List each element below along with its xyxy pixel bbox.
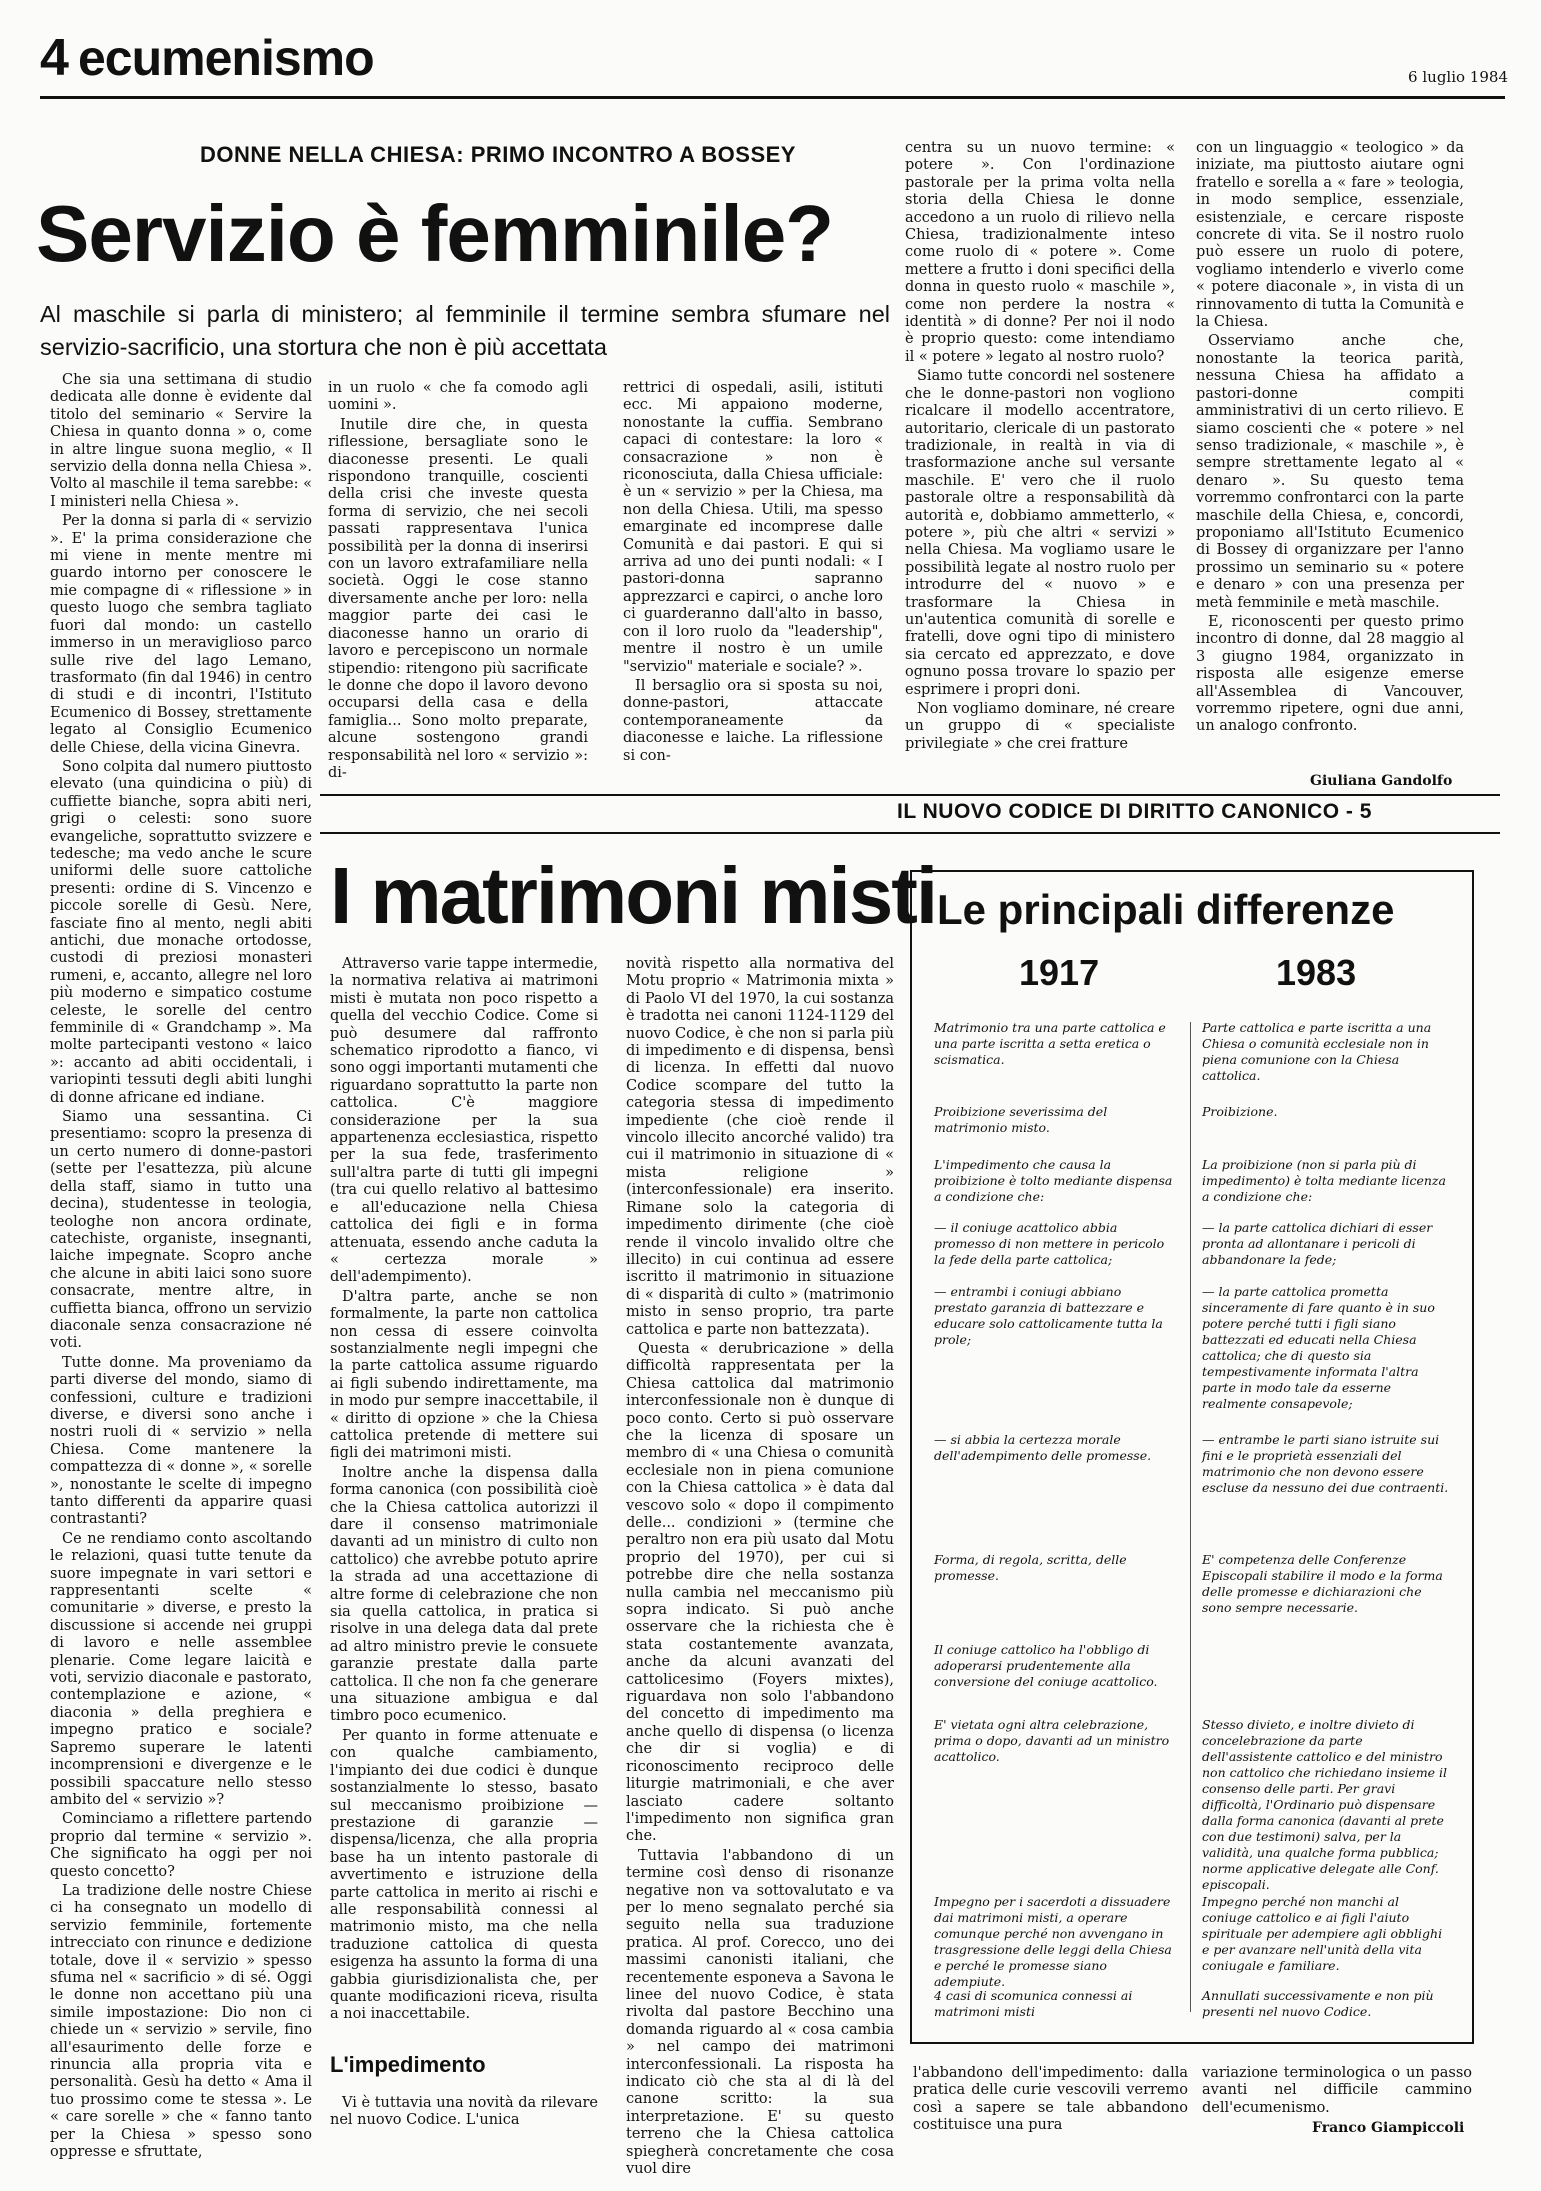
box-left-cell: Forma, di regola, scritta, delle promesse.: [934, 1552, 1127, 1583]
box-left-cell: Proibizione severissima del matrimonio misto.: [934, 1104, 1108, 1135]
paragraph: Siamo una sessantina. Ci presentiamo: scopro la presenza di un certo numero di donne-pastori (sette per l'esattezza, più alcune della staff, siamo in tutto una decina), studentesse in teologia, teologhe non ancora ordinate, catechiste, organiste, insegnanti, laiche impegnate. Scopro anche che alcune in abiti laici sono suore consacrate, mentre altre, in cuffietta bianca, offrono un servizio diaconale senza consacrazione né voti.: [50, 1109, 312, 1352]
paragraph: Osserviamo anche che, nonostante la teorica parità, nessuna Chiesa ha affidato a pastori-donne compiti amministrativi di un certo rilievo. E siamo coscienti che « potere » nel senso tradizionale, « maschile », è sempre strettamente legato al « denaro ». Su questo tema vorremmo confrontarci con la parte maschile della Chiesa, e, concordi, proponiamo all'Istituto Ecumenico di Bossey di organizzare per l'anno prossimo un seminario su « potere e denaro » con una presenza per metà femminile e metà maschile.: [1196, 333, 1464, 611]
year-1983: 1983: [1276, 952, 1357, 993]
box-title: Le principali differenze: [937, 886, 1395, 933]
article1-column-4: [905, 140, 1175, 755]
article2-column-2: [626, 956, 894, 2180]
page-number: 4: [40, 29, 69, 87]
box-right-cell: La proibizione (non si parla più di impedimento) è tolta mediante licenza a condizione che:: [1202, 1157, 1446, 1204]
paragraph: Siamo tutte concordi nel sostenere che le donne-pastori non vogliono ricalcare il modello accentratore, autoritario, clericale di un pastorato tradizionale, in realtà in via di trasformazione anche sul versante maschile. E' vero che il ruolo pastorale oltre a responsabilità dà autorità e, dobbiamo ammetterlo, « potere », più che altri « servizi » nella Chiesa. Ma vogliamo usare le possibilità legate al nostro ruolo per introdurre del « nuovo » e trasformare la Chiesa in un'autentica comunità di sorelle e fratelli, dove ogni tipo di ministero sia cercato ed apprezzato, e dove ognuno possa trovare lo spazio per esprimere i propri doni.: [905, 368, 1175, 698]
paragraph: Per quanto in forme attenuate e con qualche cambiamento, l'impianto dei due codici è dunque sostanzialmente lo stesso, basato sul meccanismo proibizione — prestazione di garanzie — dispensa/licenza, che alla propria base ha un intento pastorale di avvertimento e istruzione della parte cattolica in merito ai rischi e alle responsabilità connessi al matrimonio misto, ma che nella traduzione cattolica di questa esigenza ha assunto la forma di una gabbia giurisdizionalista che, per quante modificazioni riceva, risulta a noi inaccettabile.: [330, 1727, 598, 2023]
box-right-cell: Proibizione.: [1202, 1104, 1278, 1119]
box-right-cell: — la parte cattolica prometta sinceramente di fare quanto è in suo potere perché tutti i figli siano battezzati ed educati nella Chiesa cattolica; che di questo sia tempestivamente informata l'altra parte in modo tale da esserne realmente consapevole;: [1202, 1284, 1435, 1411]
box-left-cell: Il coniuge cattolico ha l'obbligo di adoperarsi prudentemente alla conversione del coniuge acattolico.: [934, 1642, 1158, 1689]
paragraph: Tutte donne. Ma proveniamo da parti diverse del mondo, siamo di confessioni, culture e tradizioni diverse, e diversi sono anche i nostri ruoli di « servizio » nella Chiesa. Come mantenere la compattezza di « donne », « sorelle », nonostante le scelte di impegno tanto differenti da apparire quasi contrastanti?: [50, 1354, 312, 1528]
box-column-divider: [1190, 1022, 1191, 2012]
paragraph: Che sia una settimana di studio dedicata alle donne è evidente dal titolo del seminario « Servire la Chiesa in quanto donna » o, come in altre lingue suona meglio, « Il servizio della donna nella Chiesa ». Volto al maschile il tema sarebbe: « I ministeri nella Chiesa ».: [50, 372, 312, 510]
box-right-cell: Annullati successivamente e non più presenti nel nuovo Codice.: [1202, 1988, 1434, 2019]
year-1917: 1917: [1019, 952, 1100, 993]
article-kicker: DONNE NELLA CHIESA: PRIMO INCONTRO A BOSSEY: [200, 142, 796, 167]
article2-author: Franco Giampiccoli: [1312, 2120, 1465, 2136]
article2-column-1: [330, 956, 598, 2026]
section-divider: [320, 794, 1500, 796]
box-right-cell: E' competenza delle Conferenze Episcopali stabilire il modo e la forma delle promesse e dichiarazioni che sono sempre necessarie.: [1202, 1552, 1443, 1615]
section-title: ecumenismo: [78, 30, 374, 86]
article2-column-3-end: [913, 2065, 1188, 2137]
box-left-cell: — entrambi i coniugi abbiano prestato garanzia di battezzare e educare solo cattolicamente tutta la prole;: [934, 1284, 1163, 1347]
paragraph: E, riconoscenti per questo primo incontro di donne, dal 28 maggio al 3 giugno 1984, organizzato in risposta alle esigenze emerse all'Assemblea di Vancouver, vorremmo ripetere, ogni due anni, un analogo confronto.: [1196, 613, 1464, 735]
paragraph: rettrici di ospedali, asili, istituti ecc. Mi appaiono moderne, nonostante la cuffia. Sembrano capaci di contestare: la loro « consacrazione » non è riconosciuta, dalla Chiesa ufficiale: è un « servizio » per la Chiesa, ma non della Chiesa. Utili, ma spesso emarginate ed incomprese dalle Comunità e dai pastori. E qui si arriva ad uno dei punti nodali: « I pastori-donna sapranno apprezzarci e capirci, o anche loro ci guarderanno dall'alto in basso, con il loro ruolo da "leadership", mentre il nostro è un umile "servizio" materiale e sociale? ».: [623, 380, 883, 675]
box-left-cell: L'impedimento che causa la proibizione è tolto mediante dispensa a condizione che:: [934, 1157, 1173, 1204]
series-rule: [320, 832, 1500, 834]
paragraph: Questa « derubricazione » della difficoltà rappresentata per la Chiesa cattolica dal matrimonio interconfessionale non è dunque di poco conto. Certo si può osservare che la licenza di sposare un membro di « una Chiesa o comunità ecclesiale non in piena comunione con la Chiesa cattolica » è data dal vescovo solo « dopo il compimento delle... condizioni » (termine che peraltro non era più usato dal Motu proprio del 1970), per cui si potrebbe dire che nella sostanza nulla cambia nel meccanismo più sopra indicato. Si può anche osservare che la richiesta che è stata costantemente avanzata, anche da alcuni avanzati del cattolicesimo (Foyers mixtes), riguardava non solo l'abbandono del concetto di impedimento ma anche quello di dispensa (o licenza che dir si voglia) e di riconoscimento reciproco delle liturgie matrimoniali, e che aver lasciato cadere soltanto l'impedimento non significa gran che.: [626, 1340, 894, 1845]
box-left-cell: — il coniuge acattolico abbia promesso di non mettere in pericolo la fede della parte cattolica;: [934, 1220, 1165, 1267]
series-label: IL NUOVO CODICE DI DIRITTO CANONICO - 5: [897, 800, 1372, 823]
paragraph: con un linguaggio « teologico » da iniziate, ma piuttosto aiutare ogni fratello e sorella a « fare » teologia, in modo semplice, essenziale, esistenziale, e cercare risposte concrete di vita. Se il nostro ruolo può essere un ruolo di potere, vogliamo intenderlo e viverlo come « potere diaconale », in vista di un rinnovamento di tutta la Comunità e la Chiesa.: [1196, 140, 1464, 331]
box-right-cell: Parte cattolica e parte iscritta a una Chiesa o comunità ecclesiale non in piena comunione con la Chiesa cattolica.: [1202, 1020, 1432, 1083]
article1-column-3: [623, 380, 883, 767]
box-left-cell: Matrimonio tra una parte cattolica e una parte iscritta a setta eretica o scismatica.: [934, 1020, 1166, 1067]
paragraph: Attraverso varie tappe intermedie, la normativa relativa ai matrimoni misti è mutata non poco rispetto a quella del vecchio Codice. Come si può desumere dal raffronto schematico riprodotto a fianco, vi sono oggi importanti mutamenti che riguardano soprattutto la parte non cattolica. C'è maggiore considerazione per la sua appartenenza ecclesiastica, rispetto per la sua fede, trasferimento sull'altra parte di tutti gli impegni (tra cui quello relativo al battesimo e all'educazione nella Chiesa cattolica dei figli e in forma attenuata, essendo anche caduta la « certezza morale » dell'adempimento).: [330, 956, 598, 1286]
paragraph: novità rispetto alla normativa del Motu proprio « Matrimonia mixta » di Paolo VI del 1970, la cui sostanza è tradotta nei canoni 1124-1129 del nuovo Codice, è che non si parla più di impedimento e di dispensa, bensì di licenza. In effetti dal nuovo Codice scompare del tutto la categoria stessa di impedimento impediente (che cioè rende il vincolo illecito ancorché valido) tra cui il matrimonio in situazione di « mista religione » (interconfessionale) era inserito. Rimane solo la categoria di impedimento dirimente (che cioè rende il vincolo invalido oltre che illecito) in cui continua ad essere iscritto il matrimonio in situazione di « disparità di culto » (matrimonio misto in senso proprio, tra parte cattolica e parte non battezzata).: [626, 956, 894, 1338]
paragraph: Tuttavia l'abbandono di un termine così denso di risonanze negative non va sottovalutato e va per lo meno segnalato perché sia seguito nella sua traduzione pratica. Al prof. Corecco, uno dei massimi canonisti italiani, che recentemente esponeva a Savona le linee del nuovo Codice, è stata rivolta dal pastore Becchino una domanda riguardo al « cosa cambia » nel campo dei matrimoni interconfessionali. La risposta ha indicato ciò che sta al di là del canone scritto: la sua interpretazione. E' su questo terreno che la Chiesa cattolica spiegherà concretamente che cosa vuol dire: [626, 1847, 894, 2178]
box-left-cell: E' vietata ogni altra celebrazione, prima o dopo, davanti ad un ministro acattolico.: [934, 1717, 1170, 1764]
box-left-cell: Impegno per i sacerdoti a dissuadere dai matrimoni misti, a operare comunque perché non avvengano in trasgressione delle leggi della Chiesa e perché le promesse siano adempiute.: [934, 1894, 1172, 1989]
paragraph: centra su un nuovo termine: « potere ». Con l'ordinazione pastorale per la prima volta nella storia della Chiesa le donne accedono a un ruolo di rilievo nella Chiesa, tradizionalmente inteso come ruolo di « potere ». Come mettere a frutto i doni specifici della donna in questo ruolo « maschile », come non perdere la nostra « identità » di donne? Per noi il nodo è proprio questo: come intendiamo il « potere » legato al nostro ruolo?: [905, 140, 1175, 365]
paragraph: Inutile dire che, in questa riflessione, bersagliate sono le diaconesse presenti. Le quali rispondono tranquille, coscienti della crisi che investe questa forma di servizio, che nei secoli passati rappresentava l'unica possibilità per la donna di inserirsi con un lavoro extrafamiliare nella società. Oggi le cose stanno diversamente anche per loro: nella maggior parte dei casi le diaconesse hanno un orario di lavoro e percepiscono un normale stipendio: ritengono più sacrificate le donne che dopo il lavoro devono occuparsi della casa e della famiglia... Sono molto preparate, alcune sostengono grandi responsabilità nel loro « servizio »: di-: [328, 416, 588, 781]
paragraph: Per la donna si parla di « servizio ». E' la prima considerazione che mi viene in mente mentre mi guardo intorno per conoscere le mie compagne di « riflessione » in questo luogo che sembra tagliato fuori dal mondo: un castello immerso in un meraviglioso parco sulle rive del lago Lemano, trasformato (fin dal 1946) in centro di studi e di incontri, l'Istituto Ecumenico di Bossey, strettamente legato al Consiglio Ecumenico delle Chiese, della vicina Ginevra.: [50, 513, 312, 756]
issue-date: 6 luglio 1984: [1408, 68, 1508, 86]
paragraph: Sono colpita dal numero piuttosto elevato (una quindicina o più) di cuffiette bianche, sopra abiti neri, grigi o celesti: sono suore evangeliche, soprattutto svizzere e tedesche; ma vedo anche le scure uniformi delle suore cattoliche presenti: ordine di S. Vincenzo e piccole sorelle di Gesù. Nere, fasciate fino al mento, negli abiti antichi, due monache ortodosse, custodi di preziosi monasteri rumeni, e, accanto, allegre nel loro più moderno e simpatico costume celeste, le sorelle del centro femminile di « Grandchamp ». Ma molte partecipanti vestono « laico »: accanto ad abiti occidentali, i variopinti tessuti degli abiti lunghi di donne africane ed indiane.: [50, 758, 312, 1106]
header-rule: [40, 96, 1505, 99]
paragraph: Vi è tuttavia una novità da rilevare nel nuovo Codice. L'unica: [330, 2095, 598, 2129]
paragraph: Ce ne rendiamo conto ascoltando le relazioni, quasi tutte tenute da suore impegnate in vari settori e rappresentanti scelte « comunitarie » diverse, e presto la discussione si accende nei gruppi di lavoro e nelle assemblee plenarie. Come legare laicità e voti, servizio diaconale e pastorato, contemplazione e azione, « diaconia » della preghiera e impegno pratico e sociale? Sapremo superare le latenti incomprensioni e divergenze e le possibili spaccature nello stesso ambito del « servizio »?: [50, 1530, 312, 1808]
box-right-cell: Stesso divieto, e inoltre divieto di concelebrazione da parte dell'assistente cattolico e del ministro non cattolico che richiedano insieme il consenso delle parti. Per gravi difficoltà, l'Ordinario può dispensare dalla forma canonica (davanti al prete con due testimoni) salva, per la validità, una qualche forma pubblica; norme applicative delegate alle Conf. episcopali.: [1202, 1717, 1448, 1892]
article-title: Servizio è femminile?: [36, 189, 834, 278]
box-left-cell: 4 casi di scomunica connessi ai matrimoni misti: [934, 1988, 1133, 2019]
article2-subhead: L'impedimento: [330, 2052, 486, 2077]
paragraph: in un ruolo « che fa comodo agli uomini ».: [328, 380, 588, 414]
article2-title: I matrimoni misti: [330, 851, 937, 940]
box-left-cell: — si abbia la certezza morale dell'adempimento delle promesse.: [934, 1432, 1152, 1463]
article-subtitle: Al maschile si parla di ministero; al femminile il termine sembra sfumare nel servizio-sacrificio, una stortura che non è più accettata: [40, 301, 890, 360]
paragraph: Non vogliamo dominare, né creare un gruppo di « specialiste privilegiate » che crei fratture: [905, 701, 1175, 752]
paragraph: D'altra parte, anche se non formalmente, la parte non cattolica non cessa di essere coinvolta sostanzialmente negli impegni che la parte cattolica assume riguardo ai figli subendo indirettamente, ma in modo pur sempre inaccettabile, il « diritto di opzione » che la Chiesa cattolica pretende di mettere sui figli dei matrimoni misti.: [330, 1288, 598, 1462]
article1-column-2: [328, 380, 588, 784]
box-right-cell: — entrambe le parti siano istruite sui fini e le proprietà essenziali del matrimonio che non devono essere escluse da nessuno dei due contraenti.: [1202, 1432, 1449, 1495]
article1-column-1: [50, 372, 312, 2163]
article2-column-1-end: [330, 2095, 598, 2132]
box-right-cell: — la parte cattolica dichiari di esser pronta ad allontanare i pericoli di abbandonare la fede;: [1202, 1220, 1433, 1267]
paragraph: Cominciamo a riflettere partendo proprio dal termine « servizio ». Che significato ha oggi per noi questo concetto?: [50, 1811, 312, 1880]
article1-author: Giuliana Gandolfo: [1310, 773, 1453, 789]
paragraph: l'abbandono dell'impedimento: dalla pratica delle curie vescovili verremo così a sapere se tale abbandono costituisce una pura: [913, 2065, 1188, 2134]
article2-column-4-end: [1202, 2065, 1472, 2119]
paragraph: Il bersaglio ora si sposta su noi, donne-pastori, attaccate contemporaneamente da diaconesse e laiche. La riflessione si con-: [623, 677, 883, 764]
paragraph: Inoltre anche la dispensa dalla forma canonica (con possibilità cioè che la Chiesa cattolica autorizzi il dare il consenso matrimoniale davanti ad un ministro di culto non cattolico) che avrebbe potuto aprire la strada ad una accettazione di altre forme di celebrazione che non sia quella cattolica, in pratica si risolve in una delega data dal prete ad altro ministro previe le consuete garanzie prestate dalla parte cattolica. Il che non fa che generare una situazione ambigua e dal timbro poco ecumenico.: [330, 1464, 598, 1725]
paragraph: La tradizione delle nostre Chiese ci ha consegnato un modello di servizio femminile, fortemente intrecciato con rinunce e dedizione totale, dove il « servizio » spesso sfuma nel « sacrificio » di sé. Oggi le donne non accettano più una simile impostazione: Dio non ci chiede un « servizio » servile, fino all'esaurimento delle forze e rinuncia alla propria vita e personalità. Gesù ha detto « Ama il tuo prossimo come te stessa ». Le « care sorelle » che « fanno tanto per la Chiesa » spesso sono oppresse e sfruttate,: [50, 1882, 312, 2161]
paragraph: variazione terminologica o un passo avanti nel difficile cammino dell'ecumenismo.: [1202, 2065, 1472, 2116]
box-right-cell: Impegno perché non manchi al coniuge cattolico e ai figli l'aiuto spirituale per adempiere agli obblighi e per avanzare nell'unità della vita coniugale e familiare.: [1202, 1894, 1443, 1973]
article1-column-5: [1196, 140, 1464, 738]
comparison-box: [910, 870, 1474, 2044]
